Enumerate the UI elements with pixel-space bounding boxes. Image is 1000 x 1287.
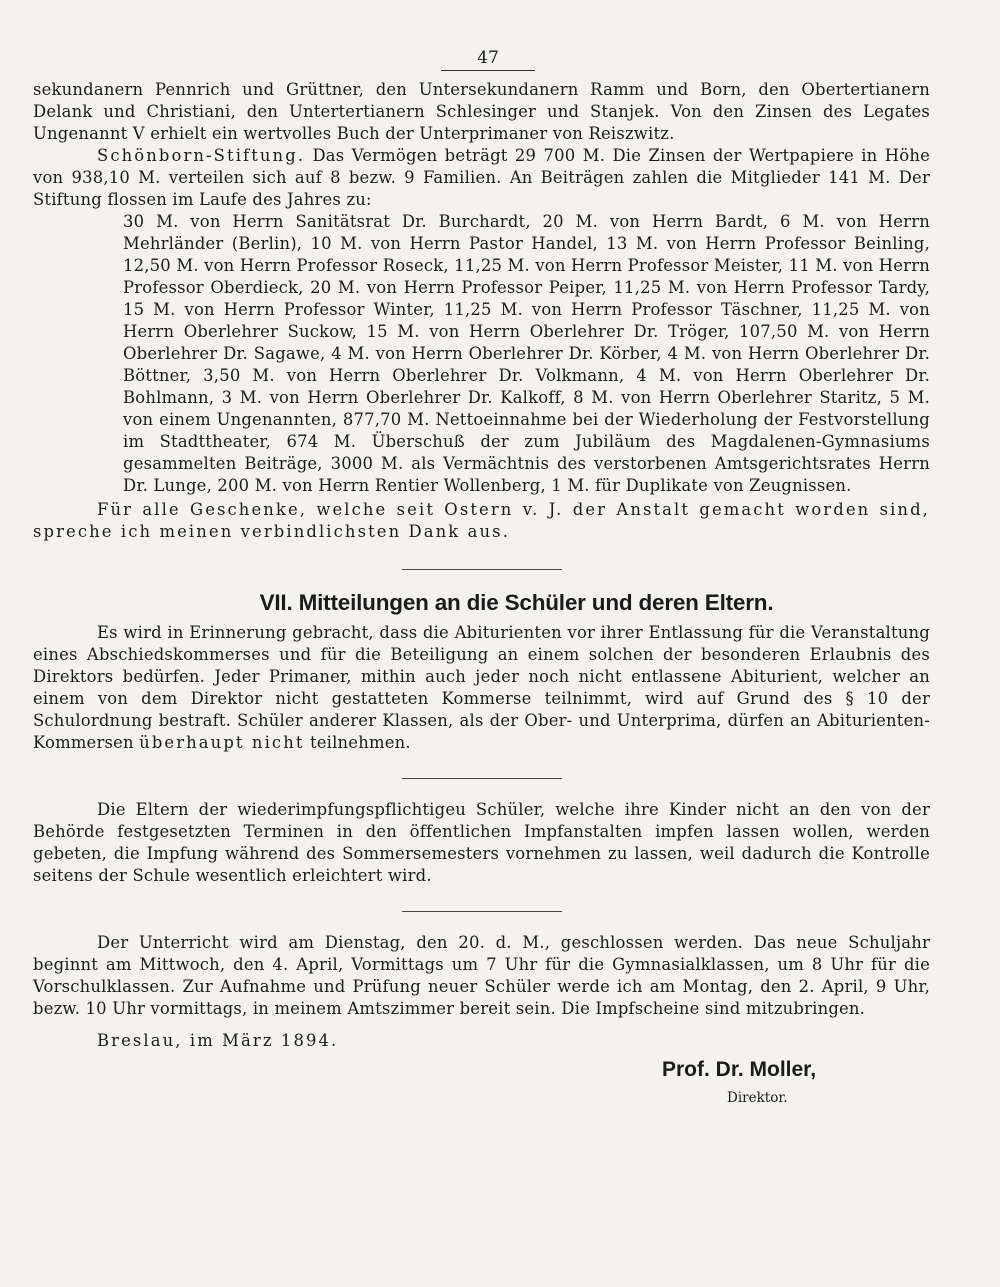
signature-title: Direktor.	[727, 1090, 788, 1106]
donations-paragraph: 30 M. von Herrn Sanitätsrat Dr. Burchardt, 20 M. von Herrn Bardt, 6 M. von Herrn Mehrländer (Berlin), 10 M. von Herrn Pastor Handel, 13 M. von Herrn Professor Beinling, 12,50 M. von Herrn Professor Roseck, 11,25 M. von Herrn Professor Meister, 11 M. von Herrn Professor Oberdieck, 20 M. von Herrn Professor Peiper, 11,25 M. von Herrn Professor Tardy, 15 M. von Herrn Professor Winter, 11,25 M. von Herrn Professor Täschner, 11,25 M. von Herrn Oberlehrer Suckow, 15 M. von Herrn Oberlehrer Dr. Tröger, 107,50 M. von Herrn Oberlehrer Dr. Sagawe, 4 M. von Herrn Oberlehrer Dr. Körber, 4 M. von Herrn Oberlehrer Dr. Böttner, 3,50 M. von Herrn Oberlehrer Dr. Volkmann, 4 M. von Herrn Oberlehrer Dr. Bohlmann, 3 M. von Herrn Oberlehrer Dr. Kalkoff, 8 M. von Herrn Oberlehrer Staritz, 5 M. von einem Ungenannten, 877,70 M. Nettoeinnahme bei der Wiederholung der Festvorstellung im Stadttheater, 674 M. Überschuß der zum Jubiläum des Magdalenen-Gymnasiums gesammelten Beiträge, 3000 M. als Vermächtnis des verstorbenen Amtsgerichtsrates Herrn Dr. Lunge, 200 M. von Herrn Rentier Wollenberg, 1 M. für Duplikate von Zeugnissen.	[123, 212, 930, 495]
kommers-paragraph	[33, 622, 930, 754]
divider	[402, 911, 562, 912]
page-number-wrap	[373, 48, 603, 71]
kommers-tail: teilnehmen.	[304, 733, 411, 752]
intro-paragraph: sekundanern Pennrich und Grüttner, den Untersekundanern Ramm und Born, den Obertertianern Delank und Christiani, den Untertertianern Schlesinger und Stanjek. Von den Zinsen des Legates Ungenannt V erhielt ein wertvolles Buch der Unterprimaner von Reiszwitz.	[33, 80, 930, 143]
kommers-text: Es wird in Erinnerung gebracht, dass die Abiturienten vor ihrer Entlassung für die Veranstaltung eines Abschiedskommerses und für die Beteiligung an einem solchen der besonderen Erlaubnis des Direktors bedürfen. Jeder Primaner, mithin auch jeder noch nicht entlassene Abiturient, welcher an einem von dem Direktor nicht gestatteten Kommerse teilnimmt, wird auf Grund des § 10 der Schulordnung bestraft. Schüler anderer Klassen, als der Ober- und Unterprima, dürfen an Abiturienten-Kommersen	[33, 623, 930, 752]
thanks-paragraph: Für alle Geschenke, welche seit Ostern v. J. der Anstalt gemacht worden sind, spreche ich meinen verbindlichsten Dank aus.	[33, 500, 930, 541]
signature-name: Prof. Dr. Moller,	[662, 1058, 817, 1081]
place-date: Breslau, im März 1894.	[97, 1031, 339, 1050]
divider	[402, 569, 562, 570]
stiftung-name: Schönborn-Stiftung.	[97, 146, 306, 165]
divider	[402, 778, 562, 779]
section-heading: VII. Mitteilungen an die Schüler und deren Eltern.	[259, 590, 774, 615]
page-number: 47	[441, 48, 535, 71]
signature-block	[33, 1052, 930, 1122]
stiftung-paragraph	[33, 145, 930, 211]
schedule-paragraph: Der Unterricht wird am Dienstag, den 20. d. M., geschlossen werden. Das neue Schuljahr beginnt am Mittwoch, den 4. April, Vormittags um 7 Uhr für die Gymnasialklassen, um 8 Uhr für die Vorschulklassen. Zur Aufnahme und Prüfung neuer Schüler werde ich am Montag, den 2. April, 9 Uhr, bezw. 10 Uhr vormittags, in meinem Amtszimmer bereit sein. Die Impfscheine sind mitzubringen.	[33, 933, 930, 1018]
kommers-emphasis: überhaupt nicht	[139, 733, 305, 752]
impf-paragraph: Die Eltern der wiederimpfungspflichtigeu Schüler, welche ihre Kinder nicht an den von der Behörde festgesetzten Terminen in den öffentlichen Impfanstalten impfen lassen wollen, werden gebeten, die Impfung während des Sommersemesters vornehmen zu lassen, weil dadurch die Kontrolle seitens der Schule wesentlich erleichtert wird.	[33, 800, 930, 885]
stiftung-text: Das Vermögen beträgt 29 700 M. Die Zinsen der Wertpapiere in Höhe von 938,10 M. verteilen sich auf 8 bezw. 9 Familien. An Beiträgen zahlen die Mitglieder 141 M. Der Stiftung flossen im Laufe des Jahres zu:	[33, 146, 930, 209]
